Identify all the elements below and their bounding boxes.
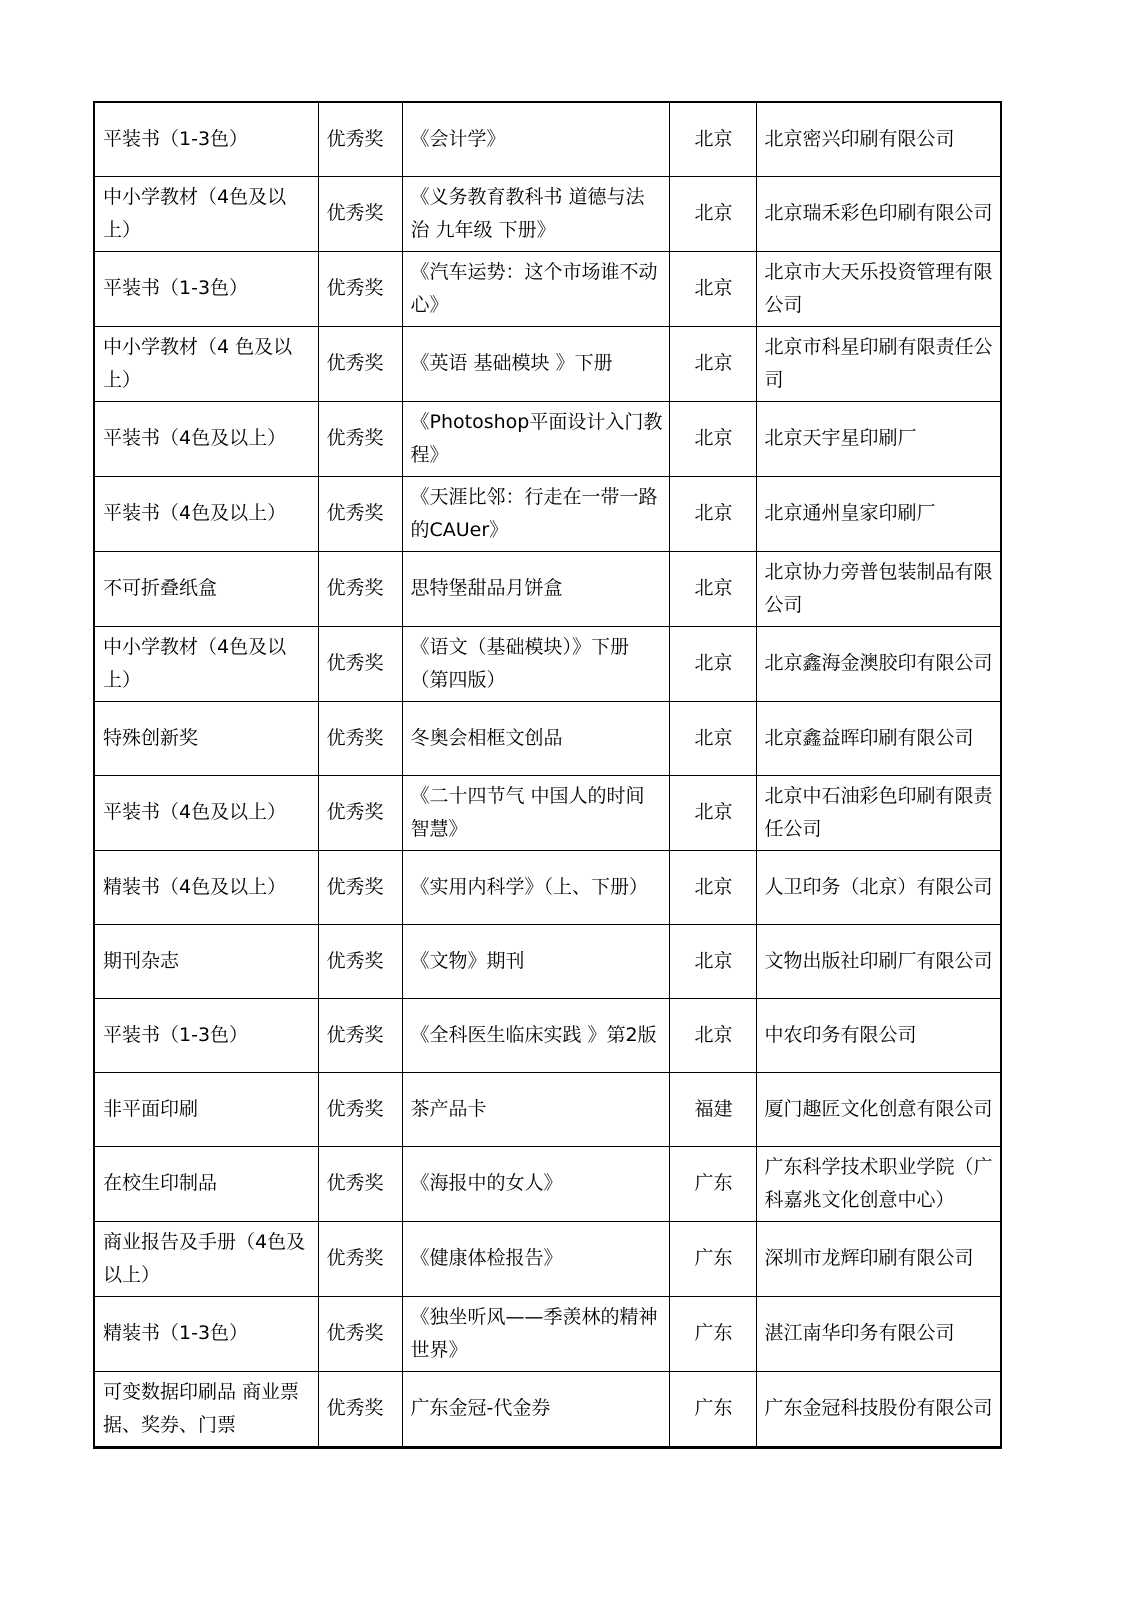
category-cell: 特殊创新奖: [94, 701, 318, 775]
table-row: [94, 401, 1001, 476]
award-cell: 优秀奖: [318, 1371, 402, 1447]
region-cell: 北京: [669, 176, 756, 251]
region-cell: 福建: [669, 1072, 756, 1146]
awards-table: [93, 101, 1002, 1449]
table-row: [94, 476, 1001, 551]
region-cell: 广东: [669, 1371, 756, 1447]
company-cell: 北京鑫海金澳胶印有限公司: [756, 626, 1001, 701]
region-cell: 北京: [669, 701, 756, 775]
company-cell: 北京密兴印刷有限公司: [756, 102, 1001, 176]
category-cell: 精装书（1-3色）: [94, 1296, 318, 1371]
region-cell: 北京: [669, 326, 756, 401]
table-row: [94, 251, 1001, 326]
company-cell: 北京鑫益晖印刷有限公司: [756, 701, 1001, 775]
table-row: [94, 998, 1001, 1072]
work-title-cell: 《义务教育教科书 道德与法治 九年级 下册》: [402, 176, 669, 251]
award-cell: 优秀奖: [318, 251, 402, 326]
table-row: [94, 176, 1001, 251]
work-title-cell: 《健康体检报告》: [402, 1221, 669, 1296]
category-cell: 在校生印制品: [94, 1146, 318, 1221]
category-cell: 期刊杂志: [94, 924, 318, 998]
table-row: [94, 326, 1001, 401]
company-cell: 广东科学技术职业学院（广科嘉兆文化创意中心）: [756, 1146, 1001, 1221]
table-row: [94, 551, 1001, 626]
table-row: [94, 1221, 1001, 1296]
work-title-cell: 《会计学》: [402, 102, 669, 176]
region-cell: 北京: [669, 401, 756, 476]
award-cell: 优秀奖: [318, 1072, 402, 1146]
company-cell: 北京瑞禾彩色印刷有限公司: [756, 176, 1001, 251]
award-cell: 优秀奖: [318, 1146, 402, 1221]
award-cell: 优秀奖: [318, 1221, 402, 1296]
company-cell: 北京中石油彩色印刷有限责任公司: [756, 775, 1001, 850]
award-cell: 优秀奖: [318, 176, 402, 251]
table-row: [94, 1296, 1001, 1371]
company-cell: 北京通州皇家印刷厂: [756, 476, 1001, 551]
region-cell: 北京: [669, 626, 756, 701]
award-cell: 优秀奖: [318, 1296, 402, 1371]
table-row: [94, 924, 1001, 998]
award-cell: 优秀奖: [318, 924, 402, 998]
company-cell: 北京市大天乐投资管理有限公司: [756, 251, 1001, 326]
table-row: [94, 850, 1001, 924]
region-cell: 北京: [669, 251, 756, 326]
category-cell: 中小学教材（4色及以上）: [94, 626, 318, 701]
company-cell: 湛江南华印务有限公司: [756, 1296, 1001, 1371]
table-row: [94, 102, 1001, 176]
award-cell: 优秀奖: [318, 401, 402, 476]
region-cell: 北京: [669, 850, 756, 924]
award-cell: 优秀奖: [318, 850, 402, 924]
work-title-cell: 冬奥会相框文创品: [402, 701, 669, 775]
award-cell: 优秀奖: [318, 102, 402, 176]
region-cell: 广东: [669, 1296, 756, 1371]
category-cell: 平装书（1-3色）: [94, 102, 318, 176]
category-cell: 平装书（4色及以上）: [94, 401, 318, 476]
work-title-cell: 广东金冠-代金券: [402, 1371, 669, 1447]
category-cell: 中小学教材（4色及以上）: [94, 176, 318, 251]
award-cell: 优秀奖: [318, 626, 402, 701]
category-cell: 平装书（1-3色）: [94, 998, 318, 1072]
table-row: [94, 1146, 1001, 1221]
work-title-cell: 思特堡甜品月饼盒: [402, 551, 669, 626]
category-cell: 平装书（4色及以上）: [94, 476, 318, 551]
company-cell: 北京协力旁普包装制品有限公司: [756, 551, 1001, 626]
region-cell: 北京: [669, 476, 756, 551]
work-title-cell: 《实用内科学》（上、下册）: [402, 850, 669, 924]
category-cell: 商业报告及手册（4色及以上）: [94, 1221, 318, 1296]
region-cell: 广东: [669, 1221, 756, 1296]
category-cell: 中小学教材（4 色及以上）: [94, 326, 318, 401]
work-title-cell: 《文物》期刊: [402, 924, 669, 998]
region-cell: 广东: [669, 1146, 756, 1221]
table-row: [94, 775, 1001, 850]
awards-table-container: [93, 101, 1000, 1449]
company-cell: 北京市科星印刷有限责任公司: [756, 326, 1001, 401]
region-cell: 北京: [669, 551, 756, 626]
work-title-cell: 《天涯比邻：行走在一带一路的CAUer》: [402, 476, 669, 551]
work-title-cell: 《全科医生临床实践 》第2版: [402, 998, 669, 1072]
work-title-cell: 《独坐听风——季羡林的精神世界》: [402, 1296, 669, 1371]
category-cell: 平装书（4色及以上）: [94, 775, 318, 850]
work-title-cell: 茶产品卡: [402, 1072, 669, 1146]
table-row: [94, 701, 1001, 775]
work-title-cell: 《海报中的女人》: [402, 1146, 669, 1221]
work-title-cell: 《Photoshop平面设计入门教程》: [402, 401, 669, 476]
region-cell: 北京: [669, 102, 756, 176]
table-row: [94, 626, 1001, 701]
category-cell: 不可折叠纸盒: [94, 551, 318, 626]
work-title-cell: 《英语 基础模块 》下册: [402, 326, 669, 401]
company-cell: 中农印务有限公司: [756, 998, 1001, 1072]
work-title-cell: 《二十四节气 中国人的时间智慧》: [402, 775, 669, 850]
work-title-cell: 《汽车运势：这个市场谁不动心》: [402, 251, 669, 326]
company-cell: 文物出版社印刷厂有限公司: [756, 924, 1001, 998]
award-cell: 优秀奖: [318, 775, 402, 850]
category-cell: 可变数据印刷品 商业票据、奖券、门票: [94, 1371, 318, 1447]
table-row: [94, 1371, 1001, 1447]
company-cell: 北京天宇星印刷厂: [756, 401, 1001, 476]
category-cell: 精装书（4色及以上）: [94, 850, 318, 924]
region-cell: 北京: [669, 998, 756, 1072]
region-cell: 北京: [669, 775, 756, 850]
award-cell: 优秀奖: [318, 551, 402, 626]
table-row: [94, 1072, 1001, 1146]
region-cell: 北京: [669, 924, 756, 998]
company-cell: 厦门趣匠文化创意有限公司: [756, 1072, 1001, 1146]
company-cell: 广东金冠科技股份有限公司: [756, 1371, 1001, 1447]
work-title-cell: 《语文（基础模块）》下册（第四版）: [402, 626, 669, 701]
company-cell: 人卫印务（北京）有限公司: [756, 850, 1001, 924]
category-cell: 平装书（1-3色）: [94, 251, 318, 326]
award-cell: 优秀奖: [318, 476, 402, 551]
awards-table-body: [94, 102, 1001, 1447]
award-cell: 优秀奖: [318, 326, 402, 401]
company-cell: 深圳市龙辉印刷有限公司: [756, 1221, 1001, 1296]
award-cell: 优秀奖: [318, 998, 402, 1072]
award-cell: 优秀奖: [318, 701, 402, 775]
category-cell: 非平面印刷: [94, 1072, 318, 1146]
